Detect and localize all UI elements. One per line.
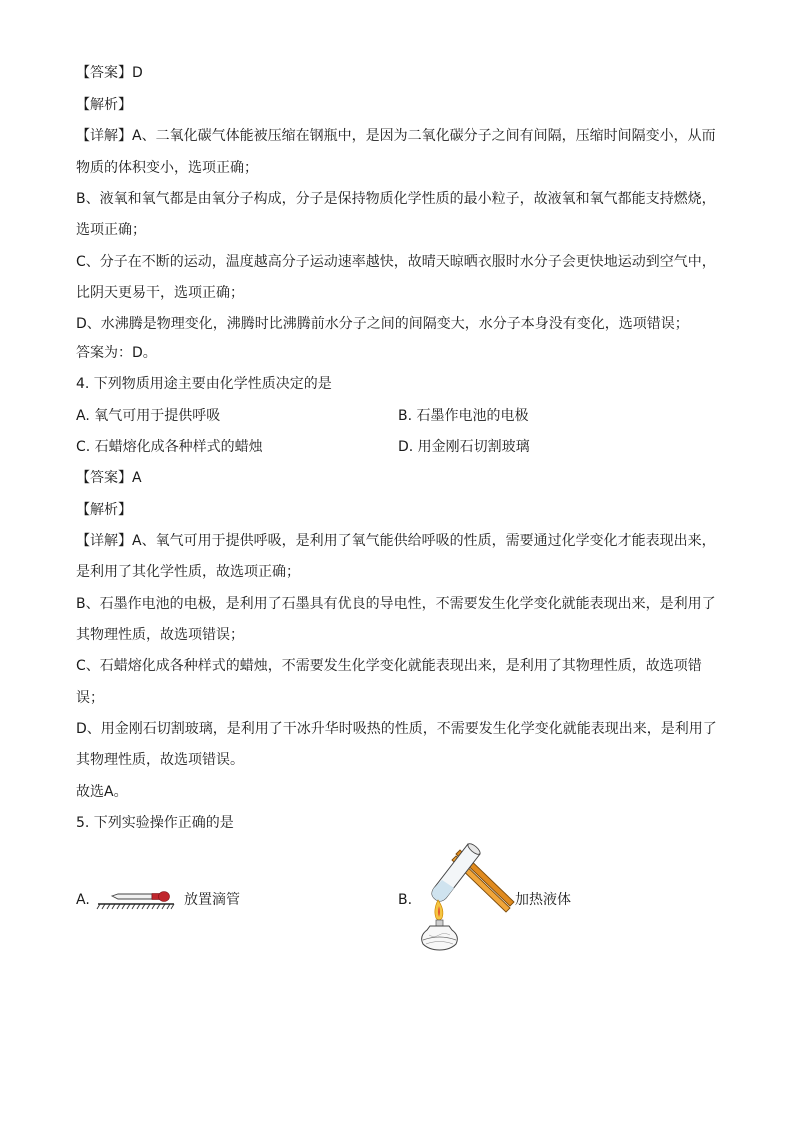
q3-detail-line: D、水沸腾是物理变化，沸腾时比沸腾前水分子之间的间隔变大，水分子本身没有变化，选项错误； — [76, 316, 689, 332]
q5-option-b-caption: 加热液体 — [515, 892, 571, 908]
q5-question: 5. 下列实验操作正确的是 — [76, 815, 234, 831]
q3-detail-line: 比阴天更易干，选项正确； — [76, 285, 244, 301]
q3-conclusion: 答案为：D。 — [76, 345, 157, 361]
heating-liquid-figure — [412, 840, 516, 952]
q4-answer: 【答案】A — [76, 470, 142, 486]
q5-option-a-caption: 放置滴管 — [184, 892, 240, 908]
q3-detail-line: 【详解】A、二氧化碳气体能被压缩在钢瓶中，是因为二氧化碳分子之间有间隔，压缩时间隔变小，从而 — [76, 128, 716, 144]
q4-detail-line: 误； — [76, 690, 104, 706]
q4-detail-line: B、石墨作电池的电极，是利用了石墨具有优良的导电性，不需要发生化学变化就能表现出来，是利用了 — [76, 596, 716, 612]
q3-detail-line: C、分子在不断的运动，温度越高分子运动速率越快，故晴天晾晒衣服时水分子会更快地运动到空气中， — [76, 254, 716, 270]
q3-detail-line: 物质的体积变小，选项正确； — [76, 160, 258, 176]
q4-detail-line: 其物理性质，故选项错误； — [76, 627, 244, 643]
q4-detail-line: C、石蜡熔化成各种样式的蜡烛，不需要发生化学变化就能表现出来，是利用了其物理性质，故选项错 — [76, 658, 702, 674]
q3-answer: 【答案】D — [76, 65, 143, 81]
q4-detail-line: D、用金刚石切割玻璃，是利用了干冰升华时吸热的性质，不需要发生化学变化就能表现出来，是利用了 — [76, 721, 717, 737]
q4-option-b: B. 石墨作电池的电极 — [398, 408, 529, 424]
q5-option-a-letter: A. — [76, 892, 90, 908]
q4-detail-line: 是利用了其化学性质，故选项正确； — [76, 564, 300, 580]
q4-detail-line: 其物理性质，故选项错误。 — [76, 752, 244, 768]
q3-detail-line: B、液氧和氧气都是由氧分子构成，分子是保持物质化学性质的最小粒子，故液氧和氧气都能支持燃烧， — [76, 191, 716, 207]
dropper-figure — [96, 884, 182, 910]
q3-analysis-heading: 【解析】 — [76, 97, 132, 113]
q5-option-b-letter: B. — [398, 892, 413, 908]
q3-detail-line: 选项正确； — [76, 222, 146, 238]
q4-conclusion: 故选A。 — [76, 784, 128, 800]
q4-option-c: C. 石蜡熔化成各种样式的蜡烛 — [76, 439, 263, 455]
q4-option-d: D. 用金刚石切割玻璃 — [398, 439, 530, 455]
q4-option-a: A. 氧气可用于提供呼吸 — [76, 408, 221, 424]
q4-question: 4. 下列物质用途主要由化学性质决定的是 — [76, 376, 332, 392]
q4-detail-line: 【详解】A、氧气可用于提供呼吸，是利用了氧气能供给呼吸的性质，需要通过化学变化才能表现出来， — [76, 533, 716, 549]
q4-analysis-heading: 【解析】 — [76, 502, 132, 518]
